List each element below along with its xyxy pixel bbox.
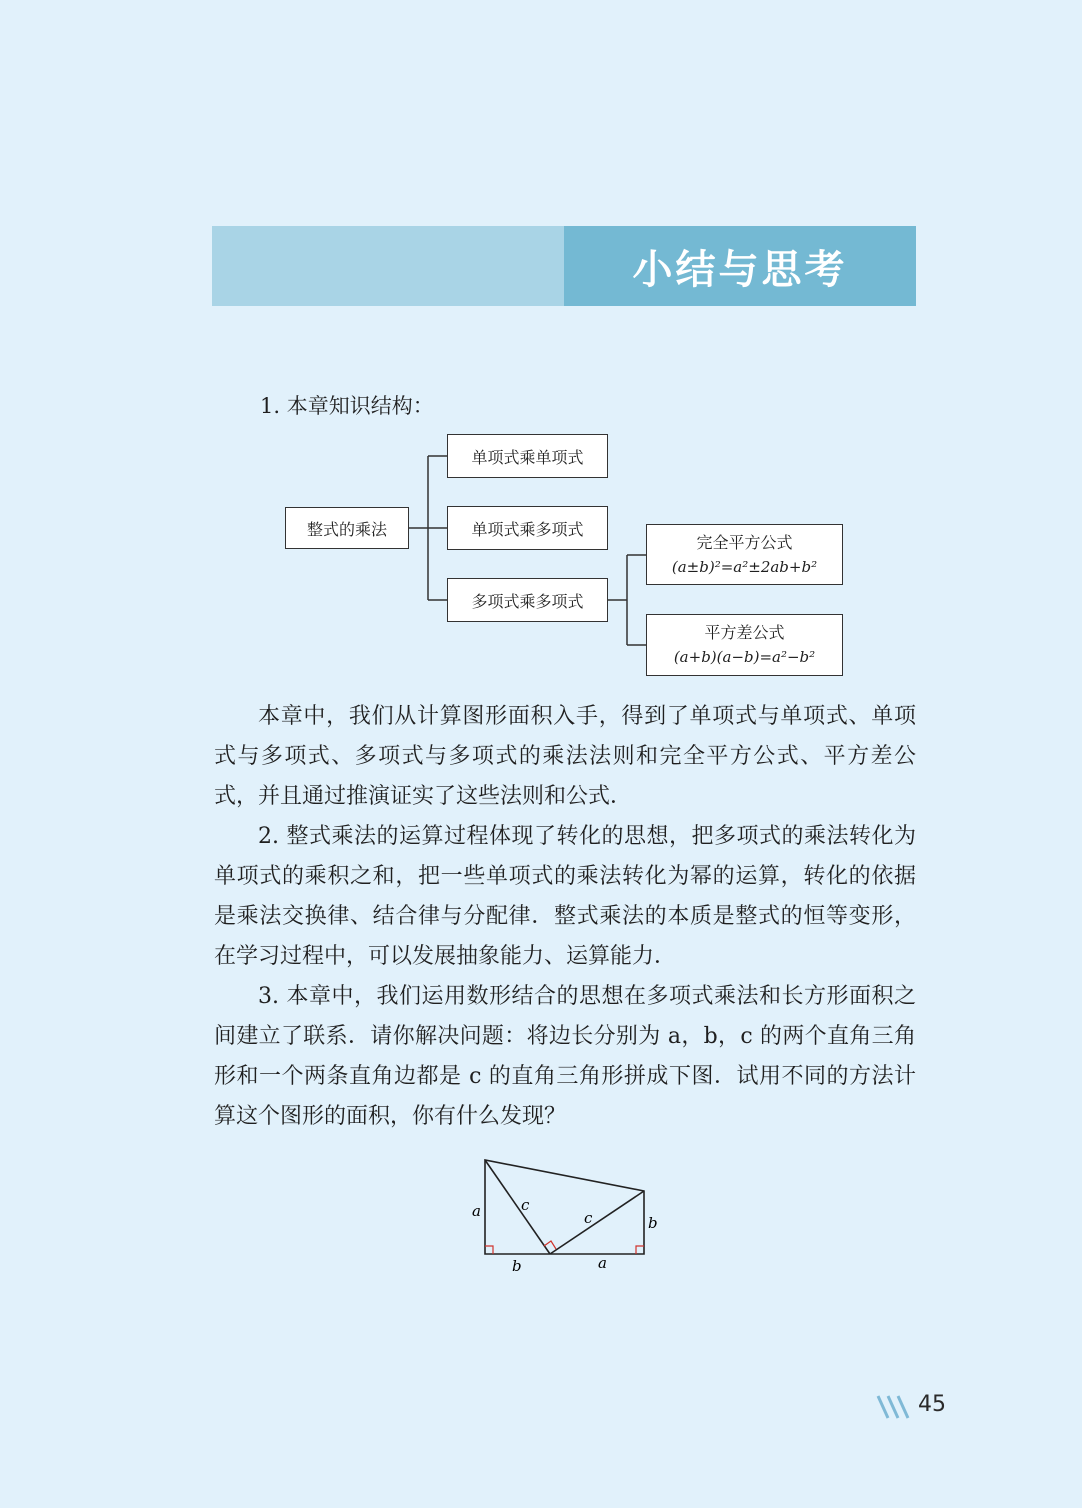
mono-poly-box	[447, 506, 608, 550]
perfect-square-box	[646, 524, 843, 585]
banner-title: 小结与思考	[632, 246, 848, 293]
root-box	[285, 507, 409, 549]
label-b-right: b	[648, 1214, 658, 1232]
diff-squares-name: 平方差公式	[704, 623, 785, 642]
page-slashes-icon	[876, 1394, 916, 1420]
diff-squares-box	[646, 614, 843, 676]
paragraph-3: 3. 本章中，我们运用数形结合的思想在多项式乘法和长方形面积之间建立了联系．请你解决问题：将边长分别为 a，b，c 的两个直角三角形和一个两条直角边都是 c 的直角三角形拼成下图．试用不同的方法计算这个图形的面积，你有什么发现？	[214, 984, 916, 1129]
root-label: 整式的乘法	[306, 519, 387, 539]
poly-poly-box	[447, 578, 608, 622]
label-c-left: c	[521, 1196, 530, 1214]
label-a-left: a	[472, 1202, 481, 1220]
mono-mono-label: 单项式乘单项式	[471, 447, 584, 467]
poly-poly-label: 多项式乘多项式	[471, 591, 584, 611]
paragraph-1: 本章中，我们从计算图形面积入手，得到了单项式与单项式、单项式与多项式、多项式与多项式的乘法法则和完全平方公式、平方差公式，并且通过推演证实了这些法则和公式．	[214, 704, 916, 809]
label-a-bottom: a	[598, 1254, 607, 1272]
page-number: 45	[918, 1392, 946, 1417]
mono-poly-label: 单项式乘多项式	[471, 519, 584, 539]
trapezoid-figure	[460, 1150, 660, 1275]
diff-squares-formula: (a+b)(a−b)=a²−b²	[673, 648, 816, 666]
perfect-square-formula: (a±b)²=a²±2ab+b²	[671, 557, 818, 576]
label-b-bottom: b	[512, 1257, 522, 1275]
label-c-right: c	[584, 1209, 593, 1227]
perfect-square-name: 完全平方公式	[696, 532, 793, 552]
paragraph-2: 2. 整式乘法的运算过程体现了转化的思想，把多项式的乘法转化为单项式的乘积之和，把一些单项式的乘法转化为幂的运算，转化的依据是乘法交换律、结合律与分配律．整式乘法的本质是整式的恒等变形，在学习过程中，可以发展抽象能力、运算能力．	[214, 824, 916, 969]
mono-mono-box	[447, 434, 608, 478]
section-heading: 1. 本章知识结构：	[260, 394, 434, 418]
body-text	[214, 697, 916, 1137]
